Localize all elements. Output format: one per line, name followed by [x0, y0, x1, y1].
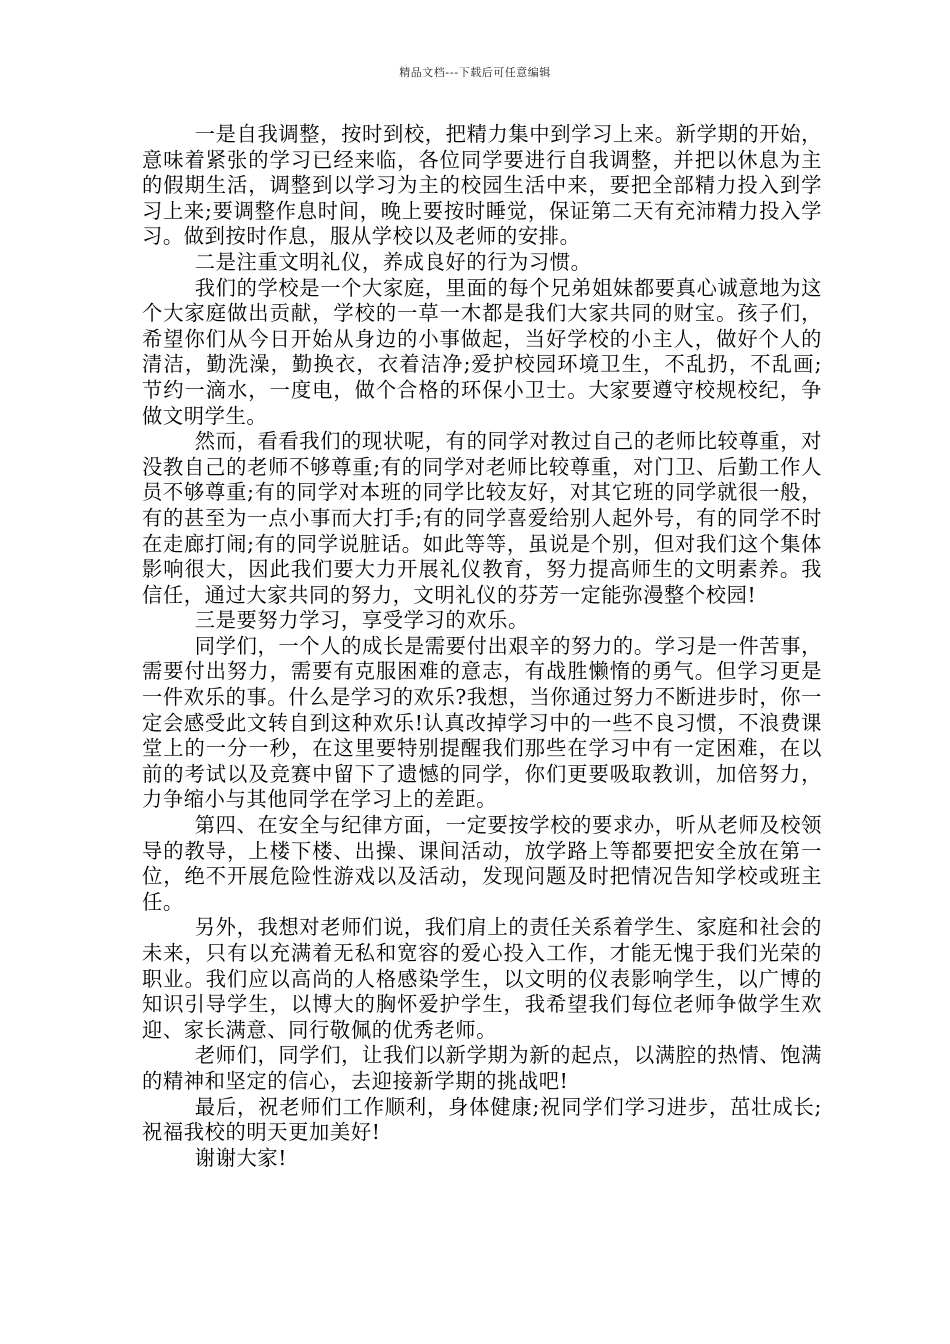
document-body	[142, 122, 822, 1171]
paragraph: 我们的学校是一个大家庭，里面的每个兄弟姐妹都要真心诚意地为这个大家庭做出贡献，学校的一草一木都是我们大家共同的财宝。孩子们，希望你们从今日开始从身边的小事做起，当好学校的小主人，做好个人的清洁，勤洗澡，勤换衣，衣着洁净;爱护校园环境卫生，不乱扔，不乱画;节约一滴水，一度电，做个合格的环保小卫士。大家要遵守校规校纪，争做文明学生。	[142, 275, 822, 428]
paragraph: 另外，我想对老师们说，我们肩上的责任关系着学生、家庭和社会的未来，只有以充满着无私和宽容的爱心投入工作，才能无愧于我们光荣的职业。我们应以高尚的人格感染学生，以文明的仪表影响学生，以广博的知识引导学生，以博大的胸怀爱护学生，我希望我们每位老师争做学生欢迎、家长满意、同行敬佩的优秀老师。	[142, 915, 822, 1042]
paragraph: 最后，祝老师们工作顺利，身体健康;祝同学们学习进步，茁壮成长;祝福我校的明天更加美好!	[142, 1094, 822, 1145]
paragraph: 第四、在安全与纪律方面，一定要按学校的要求办，听从老师及校领导的教导，上楼下楼、出操、课间活动，放学路上等都要把安全放在第一位，绝不开展危险性游戏以及活动，发现问题及时把情况告知学校或班主任。	[142, 813, 822, 914]
paragraph: 二是注重文明礼仪，养成良好的行为习惯。	[194, 249, 592, 274]
paragraph: 一是自我调整，按时到校，把精力集中到学习上来。新学期的开始，意味着紧张的学习已经来临，各位同学要进行自我调整，并把以休息为主的假期生活，调整到以学习为主的校园生活中来，要把全部精力投入到学习上来;要调整作息时间，晚上要按时睡觉，保证第二天有充沛精力投入学习。做到按时作息，服从学校以及老师的安排。	[142, 122, 822, 249]
paragraph: 谢谢大家!	[194, 1145, 288, 1170]
paragraph: 同学们，一个人的成长是需要付出艰辛的努力的。学习是一件苦事，需要付出努力，需要有克服困难的意志，有战胜懒惰的勇气。但学习更是一件欢乐的事。什么是学习的欢乐?我想，当你通过努力不断进步时，你一定会感受此文转自到这种欢乐!认真改掉学习中的一些不良习惯，不浪费课堂上的一分一秒，在这里要特别提醒我们那些在学习中有一定困难，在以前的考试以及竞赛中留下了遗憾的同学，你们更要吸取教训，加倍努力，力争缩小与其他同学在学习上的差距。	[142, 633, 822, 812]
paragraph: 三是要努力学习，享受学习的欢乐。	[194, 608, 529, 633]
page-header: 精品文档---下载后可任意编辑	[399, 66, 551, 79]
paragraph: 然而，看看我们的现状呢，有的同学对教过自己的老师比较尊重，对没教自己的老师不够尊重;有的同学对老师比较尊重，对门卫、后勤工作人员不够尊重;有的同学对本班的同学比较友好，对其它班的同学就很一般，有的甚至为一点小事而大打手;有的同学喜爱给别人起外号，有的同学不时在走廊打闹;有的同学说脏话。如此等等，虽说是个别，但对我们这个集体影响很大，因此我们要大力开展礼仪教育，努力提高师生的文明素养。我信任，通过大家共同的努力，文明礼仪的芬芳一定能弥漫整个校园!	[142, 429, 822, 607]
paragraph: 老师们，同学们，让我们以新学期为新的起点，以满腔的热情、饱满的精神和坚定的信心，去迎接新学期的挑战吧!	[142, 1043, 822, 1093]
